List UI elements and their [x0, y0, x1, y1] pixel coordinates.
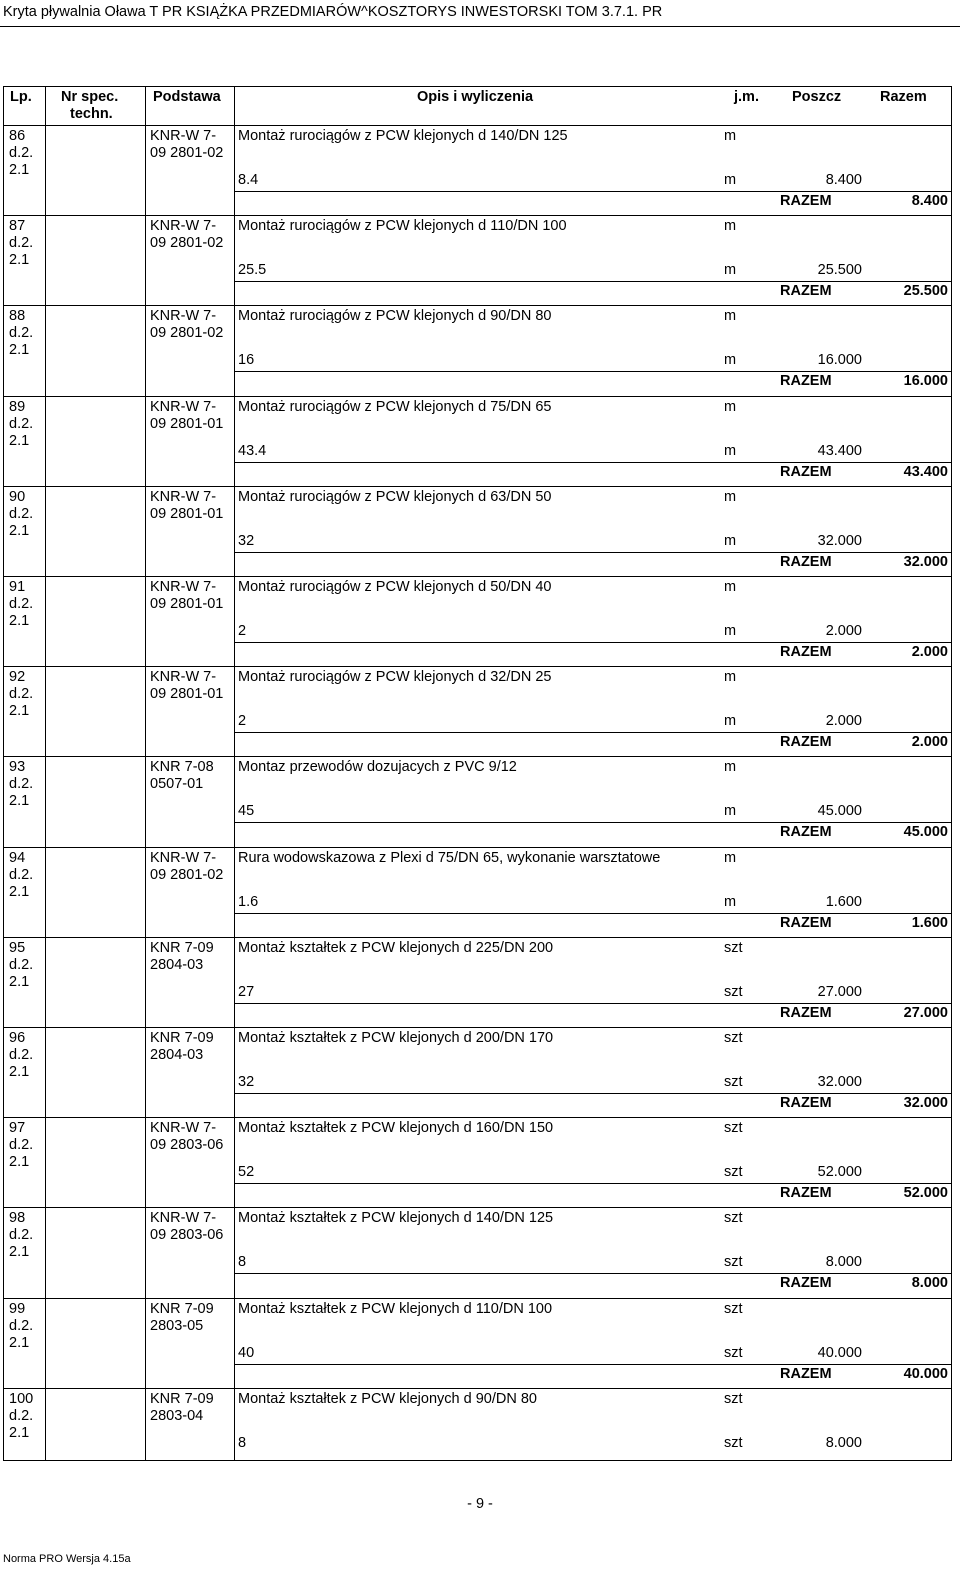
row-poszcz-value: 1.600 — [825, 894, 862, 910]
row-description: Montaz przewodów dozujacych z PVC 9/12 — [238, 759, 517, 775]
razem-separator — [234, 732, 952, 733]
col-header-spec-line2: techn. — [70, 106, 113, 122]
row-separator — [3, 125, 952, 126]
page-number: - 9 - — [467, 1496, 493, 1512]
col-header-lp: Lp. — [10, 89, 32, 105]
row-description: Montaż rurociągów z PCW klejonych d 110/DN 100 — [238, 218, 567, 234]
row-lp-ref2: 2.1 — [9, 523, 30, 539]
row-lp-ref2: 2.1 — [9, 1154, 30, 1170]
razem-value: 40.000 — [903, 1366, 948, 1382]
row-calc-unit: m — [724, 352, 737, 368]
row-calc-unit: szt — [724, 1345, 743, 1361]
row-unit: szt — [724, 1391, 743, 1407]
row-lp-ref: d.2. — [9, 235, 34, 251]
column-divider — [145, 86, 146, 1461]
row-base-line2: 09 2801-01 — [150, 686, 224, 702]
row-lp-number: 94 — [9, 850, 26, 866]
row-lp-number: 92 — [9, 669, 26, 685]
row-calc-unit: m — [724, 713, 737, 729]
row-base-line1: KNR 7-09 — [150, 1391, 214, 1407]
row-lp-ref: d.2. — [9, 145, 34, 161]
row-base-line1: KNR-W 7- — [150, 399, 217, 415]
row-lp-number: 91 — [9, 579, 26, 595]
row-separator — [3, 666, 952, 667]
row-base-line1: KNR-W 7- — [150, 1120, 217, 1136]
row-unit: m — [724, 308, 737, 324]
razem-label: RAZEM — [780, 283, 832, 299]
row-base-line1: KNR-W 7- — [150, 1210, 217, 1226]
razem-label: RAZEM — [780, 464, 832, 480]
row-description: Montaż kształtek z PCW klejonych d 110/DN 100 — [238, 1301, 553, 1317]
row-description: Montaż kształtek z PCW klejonych d 225/DN 200 — [238, 940, 554, 956]
row-calc-unit: szt — [724, 984, 743, 1000]
row-base-line1: KNR-W 7- — [150, 579, 217, 595]
row-lp-ref: d.2. — [9, 686, 34, 702]
row-lp-ref: d.2. — [9, 1408, 34, 1424]
row-separator — [3, 1027, 952, 1028]
row-calc-unit: szt — [724, 1435, 743, 1451]
razem-value: 2.000 — [911, 734, 948, 750]
razem-separator — [234, 371, 952, 372]
row-calc-expression: 40 — [238, 1345, 255, 1361]
row-separator — [3, 756, 952, 757]
row-lp-number: 86 — [9, 128, 26, 144]
razem-value: 8.400 — [911, 193, 948, 209]
row-lp-number: 89 — [9, 399, 26, 415]
row-poszcz-value: 45.000 — [817, 803, 862, 819]
row-lp-number: 87 — [9, 218, 26, 234]
row-calc-expression: 2 — [238, 713, 247, 729]
row-base-line2: 09 2803-06 — [150, 1227, 224, 1243]
row-base-line1: KNR 7-09 — [150, 940, 214, 956]
row-description: Montaż rurociągów z PCW klejonych d 63/DN 50 — [238, 489, 552, 505]
row-poszcz-value: 2.000 — [825, 623, 862, 639]
row-lp-number: 99 — [9, 1301, 26, 1317]
row-lp-number: 98 — [9, 1210, 26, 1226]
razem-separator — [234, 462, 952, 463]
razem-label: RAZEM — [780, 915, 832, 931]
row-calc-expression: 25.5 — [238, 262, 267, 278]
row-base-line1: KNR-W 7- — [150, 489, 217, 505]
row-unit: szt — [724, 1301, 743, 1317]
column-divider — [234, 86, 235, 1461]
row-separator — [3, 937, 952, 938]
row-base-line2: 09 2801-01 — [150, 416, 224, 432]
row-unit: m — [724, 850, 737, 866]
razem-label: RAZEM — [780, 1095, 832, 1111]
row-description: Montaż kształtek z PCW klejonych d 90/DN 80 — [238, 1391, 537, 1407]
row-base-line2: 0507-01 — [150, 776, 204, 792]
row-lp-number: 100 — [9, 1391, 34, 1407]
row-description: Montaż rurociągów z PCW klejonych d 140/DN 125 — [238, 128, 568, 144]
razem-label: RAZEM — [780, 1366, 832, 1382]
row-lp-ref2: 2.1 — [9, 162, 30, 178]
row-calc-unit: m — [724, 443, 737, 459]
row-lp-ref: d.2. — [9, 1318, 34, 1334]
row-poszcz-value: 40.000 — [817, 1345, 862, 1361]
razem-separator — [234, 642, 952, 643]
row-base-line1: KNR-W 7- — [150, 128, 217, 144]
row-poszcz-value: 25.500 — [817, 262, 862, 278]
col-header-podstawa: Podstawa — [153, 89, 221, 105]
row-poszcz-value: 8.000 — [825, 1254, 862, 1270]
razem-value: 16.000 — [903, 373, 948, 389]
row-calc-expression: 8 — [238, 1254, 247, 1270]
row-separator — [3, 1207, 952, 1208]
razem-separator — [234, 1093, 952, 1094]
razem-value: 27.000 — [903, 1005, 948, 1021]
row-calc-unit: m — [724, 533, 737, 549]
row-poszcz-value: 27.000 — [817, 984, 862, 1000]
razem-label: RAZEM — [780, 824, 832, 840]
row-calc-unit: szt — [724, 1164, 743, 1180]
row-separator — [3, 1117, 952, 1118]
row-unit: szt — [724, 1210, 743, 1226]
row-calc-unit: m — [724, 172, 737, 188]
row-description: Montaż rurociągów z PCW klejonych d 75/DN 65 — [238, 399, 552, 415]
row-base-line2: 2804-03 — [150, 957, 204, 973]
row-base-line1: KNR-W 7- — [150, 850, 217, 866]
razem-value: 1.600 — [911, 915, 948, 931]
razem-value: 2.000 — [911, 644, 948, 660]
row-lp-number: 93 — [9, 759, 26, 775]
col-header-opis: Opis i wyliczenia — [417, 89, 534, 105]
col-header-jm: j.m. — [734, 89, 759, 105]
row-lp-ref: d.2. — [9, 325, 34, 341]
row-calc-unit: szt — [724, 1254, 743, 1270]
row-unit: m — [724, 399, 737, 415]
row-separator — [3, 396, 952, 397]
col-header-spec-line1: Nr spec. — [61, 89, 119, 105]
row-calc-expression: 32 — [238, 533, 255, 549]
row-lp-ref: d.2. — [9, 776, 34, 792]
row-lp-ref2: 2.1 — [9, 793, 30, 809]
column-divider — [45, 86, 46, 1461]
row-calc-expression: 43.4 — [238, 443, 267, 459]
razem-value: 32.000 — [903, 1095, 948, 1111]
razem-value: 43.400 — [903, 464, 948, 480]
row-description: Montaż kształtek z PCW klejonych d 160/DN 150 — [238, 1120, 554, 1136]
row-calc-expression: 27 — [238, 984, 255, 1000]
razem-value: 32.000 — [903, 554, 948, 570]
col-header-poszcz: Poszcz — [792, 89, 842, 105]
row-lp-ref2: 2.1 — [9, 252, 30, 268]
row-poszcz-value: 52.000 — [817, 1164, 862, 1180]
col-header-razem: Razem — [880, 89, 927, 105]
row-lp-ref: d.2. — [9, 416, 34, 432]
header-rule — [0, 26, 960, 27]
razem-label: RAZEM — [780, 1275, 832, 1291]
row-unit: szt — [724, 1030, 743, 1046]
razem-label: RAZEM — [780, 373, 832, 389]
razem-separator — [234, 1183, 952, 1184]
razem-label: RAZEM — [780, 193, 832, 209]
razem-separator — [234, 1273, 952, 1274]
razem-label: RAZEM — [780, 644, 832, 660]
row-base-line2: 2804-03 — [150, 1047, 204, 1063]
row-base-line2: 09 2801-02 — [150, 145, 224, 161]
row-lp-ref: d.2. — [9, 506, 34, 522]
razem-value: 45.000 — [903, 824, 948, 840]
row-lp-ref2: 2.1 — [9, 974, 30, 990]
row-calc-expression: 32 — [238, 1074, 255, 1090]
row-lp-number: 97 — [9, 1120, 26, 1136]
razem-separator — [234, 1003, 952, 1004]
row-base-line2: 2803-05 — [150, 1318, 204, 1334]
row-separator — [3, 1388, 952, 1389]
row-lp-ref2: 2.1 — [9, 342, 30, 358]
row-poszcz-value: 8.400 — [825, 172, 862, 188]
row-calc-unit: m — [724, 623, 737, 639]
razem-separator — [234, 552, 952, 553]
row-description: Rura wodowskazowa z Plexi d 75/DN 65, wykonanie warsztatowe — [238, 850, 661, 866]
razem-label: RAZEM — [780, 734, 832, 750]
row-lp-number: 90 — [9, 489, 26, 505]
row-base-line2: 09 2801-01 — [150, 596, 224, 612]
row-separator — [3, 847, 952, 848]
software-version: Norma PRO Wersja 4.15a — [3, 1553, 131, 1565]
row-calc-expression: 8.4 — [238, 172, 259, 188]
row-lp-ref2: 2.1 — [9, 703, 30, 719]
row-base-line1: KNR-W 7- — [150, 218, 217, 234]
row-lp-ref: d.2. — [9, 867, 34, 883]
row-base-line2: 09 2801-02 — [150, 867, 224, 883]
row-calc-expression: 52 — [238, 1164, 255, 1180]
row-unit: m — [724, 128, 737, 144]
row-calc-expression: 16 — [238, 352, 255, 368]
row-unit: m — [724, 579, 737, 595]
row-base-line1: KNR 7-09 — [150, 1030, 214, 1046]
row-description: Montaż kształtek z PCW klejonych d 140/DN 125 — [238, 1210, 554, 1226]
row-description: Montaż rurociągów z PCW klejonych d 90/DN 80 — [238, 308, 552, 324]
row-base-line2: 09 2803-06 — [150, 1137, 224, 1153]
razem-label: RAZEM — [780, 1185, 832, 1201]
row-base-line2: 09 2801-02 — [150, 325, 224, 341]
row-separator — [3, 1298, 952, 1299]
row-lp-ref2: 2.1 — [9, 1064, 30, 1080]
row-lp-number: 95 — [9, 940, 26, 956]
row-poszcz-value: 2.000 — [825, 713, 862, 729]
row-lp-number: 96 — [9, 1030, 26, 1046]
row-description: Montaż rurociągów z PCW klejonych d 32/DN 25 — [238, 669, 552, 685]
row-calc-expression: 8 — [238, 1435, 247, 1451]
row-calc-unit: m — [724, 262, 737, 278]
row-base-line1: KNR 7-08 — [150, 759, 214, 775]
row-separator — [3, 305, 952, 306]
razem-separator — [234, 913, 952, 914]
row-lp-ref2: 2.1 — [9, 884, 30, 900]
row-unit: m — [724, 218, 737, 234]
row-lp-ref2: 2.1 — [9, 1335, 30, 1351]
row-description: Montaż kształtek z PCW klejonych d 200/DN 170 — [238, 1030, 554, 1046]
razem-value: 52.000 — [903, 1185, 948, 1201]
row-base-line1: KNR-W 7- — [150, 308, 217, 324]
row-unit: m — [724, 489, 737, 505]
row-poszcz-value: 32.000 — [817, 533, 862, 549]
row-poszcz-value: 8.000 — [825, 1435, 862, 1451]
row-poszcz-value: 43.400 — [817, 443, 862, 459]
row-description: Montaż rurociągów z PCW klejonych d 50/DN 40 — [238, 579, 552, 595]
razem-separator — [234, 191, 952, 192]
row-lp-ref2: 2.1 — [9, 1425, 30, 1441]
row-lp-number: 88 — [9, 308, 26, 324]
row-lp-ref: d.2. — [9, 1137, 34, 1153]
row-base-line1: KNR 7-09 — [150, 1301, 214, 1317]
row-lp-ref: d.2. — [9, 596, 34, 612]
row-separator — [3, 576, 952, 577]
razem-label: RAZEM — [780, 1005, 832, 1021]
row-unit: szt — [724, 940, 743, 956]
row-unit: m — [724, 759, 737, 775]
row-calc-expression: 45 — [238, 803, 255, 819]
row-calc-unit: m — [724, 803, 737, 819]
row-separator — [3, 215, 952, 216]
document-header: Kryta pływalnia Oława T PR KSIĄŻKA PRZEDMIARÓW^KOSZTORYS INWESTORSKI TOM 3.7.1. PR — [3, 4, 663, 20]
row-unit: szt — [724, 1120, 743, 1136]
razem-separator — [234, 822, 952, 823]
row-lp-ref2: 2.1 — [9, 1244, 30, 1260]
row-poszcz-value: 32.000 — [817, 1074, 862, 1090]
row-calc-unit: szt — [724, 1074, 743, 1090]
row-lp-ref2: 2.1 — [9, 433, 30, 449]
razem-separator — [234, 281, 952, 282]
row-lp-ref: d.2. — [9, 1047, 34, 1063]
row-lp-ref2: 2.1 — [9, 613, 30, 629]
row-poszcz-value: 16.000 — [817, 352, 862, 368]
row-base-line2: 09 2801-02 — [150, 235, 224, 251]
row-base-line2: 2803-04 — [150, 1408, 204, 1424]
razem-value: 25.500 — [903, 283, 948, 299]
row-calc-expression: 1.6 — [238, 894, 259, 910]
row-lp-ref: d.2. — [9, 957, 34, 973]
row-lp-ref: d.2. — [9, 1227, 34, 1243]
row-base-line1: KNR-W 7- — [150, 669, 217, 685]
row-calc-expression: 2 — [238, 623, 247, 639]
row-separator — [3, 486, 952, 487]
row-calc-unit: m — [724, 894, 737, 910]
razem-label: RAZEM — [780, 554, 832, 570]
razem-value: 8.000 — [911, 1275, 948, 1291]
row-base-line2: 09 2801-01 — [150, 506, 224, 522]
razem-separator — [234, 1364, 952, 1365]
row-unit: m — [724, 669, 737, 685]
